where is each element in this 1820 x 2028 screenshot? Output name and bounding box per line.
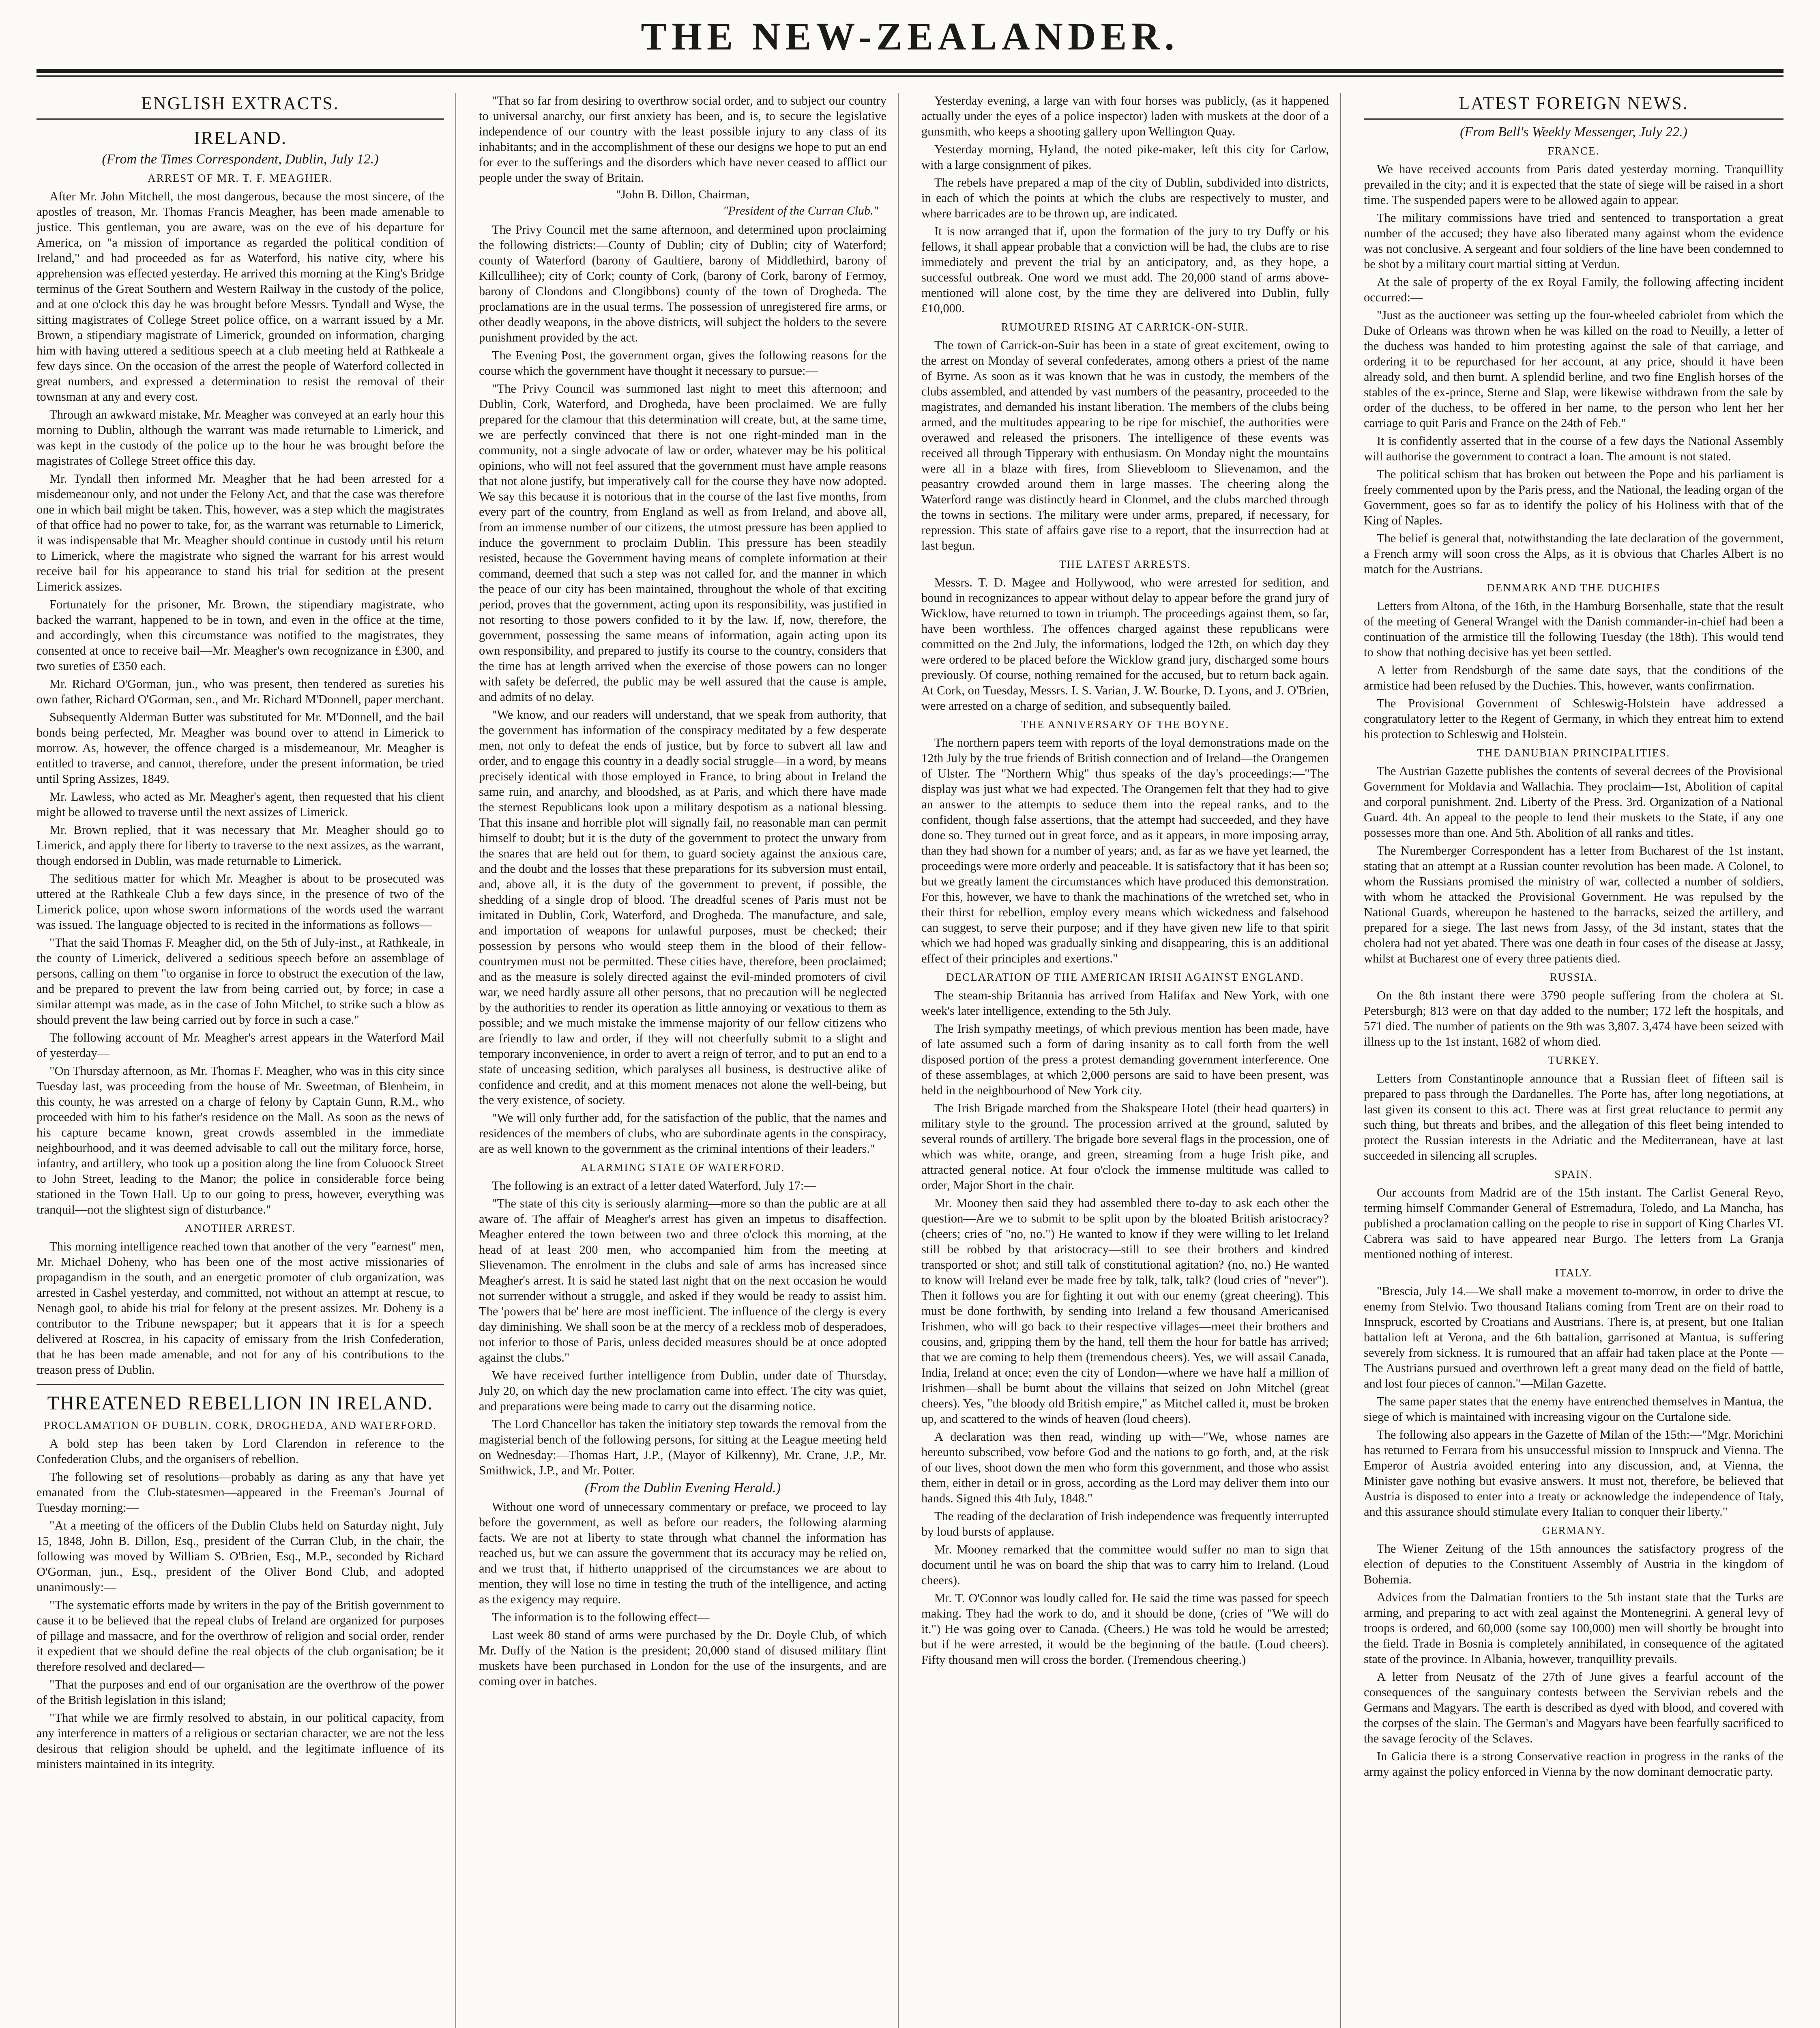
arrest-title: ARREST OF MR. T. F. MEAGHER.	[148, 172, 333, 184]
article-paragraph: A declaration was then read, winding up with—"We, whose names are hereunto subscribed, vow before God and the nations to go forth, and, at the risk of our lives, shoot down the men who form this government, and those who assist them, either in detail or in gross, according as the Lord may deliver them into our hands. Signed this 4th July, 1848."	[921, 1430, 1329, 1505]
article-paragraph: A bold step has been taken by Lord Clarendon in reference to the Confederation Clubs, and the organisers of rebellion.	[36, 1437, 444, 1466]
article-paragraph: Through an awkward mistake, Mr. Meagher was conveyed at an early hour this morning to Dublin, although the warrant was made returnable to Limerick, and was kept in the custody of the police up to the hour he was brought before the magistrates of College Street office this day.	[36, 408, 444, 468]
column-4	[1364, 93, 1784, 2028]
article-paragraph: Mr. Richard O'Gorman, jun., who was present, then tendered as sureties his own father, Richard O'Gorman, sen., and Mr. Richard M'Donnell, paper merchant.	[36, 677, 444, 706]
article-paragraph: "Just as the auctioneer was setting up the four-wheeled cabriolet from which the Duke of Orleans was thrown when he was killed on the road to Neuilly, a letter of the duchess was handed to him protesting against the sale of that carriage, and ordering it to be repurchased for her account, at any price, should it have been already sold, and then burnt. A splendid berline, and two fine English horses of the stables of the ex-prince, Sterne and Slap, were likewise withdrawn from the sale by order of the duchess, to be offered in her name, to the person who lent her her carriage to quit Paris and France on the 24th of Feb."	[1364, 308, 1784, 430]
germany-title: GERMANY.	[1542, 1524, 1605, 1536]
article-paragraph: In Galicia there is a strong Conservative reaction in progress in the ranks of the army against the policy enforced in Vienna by the now dominant democratic party.	[1364, 1749, 1784, 1779]
article-paragraph: The Wiener Zeitung of the 15th announces the satisfactory progress of the election of deputies to the Constituent Assembly of Austria in the kingdom of Bohemia.	[1364, 1542, 1784, 1586]
evening-herald-source: (From the Dublin Evening Herald.)	[584, 1480, 781, 1495]
article-paragraph: The information is to the following effect—	[492, 1610, 710, 1624]
article-paragraph: After Mr. John Mitchell, the most dangerous, because the most sincere, of the apostles of treason, Mr. Thomas Francis Meagher, has been made amenable to justice. This gentleman, you are aware, was on the eve of his departure for America, on "a mission of importance as regarded the political condition of Ireland," and had proceeded as far as Waterford, his native city, where his apprehension was effected yesterday. He arrived this morning at the King's Bridge terminus of the Great Southern and Western Railway in the custody of the police, and at one o'clock this day he was brought before Messrs. Tyndall and Wyse, the sitting magistrates of College Street police office, on a warrant issued by a Mr. Brown, a stipendiary magistrate of Limerick, grounded on information, charging him with having uttered a seditious speech at a club meeting held at Rathkeale a few days since. On the occasion of the arrest the people of Waterford collected in great numbers, and expressed a determination to resist the removal of their townsman at any and every cost.	[36, 189, 444, 404]
article-paragraph: "The Privy Council was summoned last night to meet this afternoon; and Dublin, Cork, Waterford, and Drogheda, have been proclaimed. We are fully prepared for the clamour that this determination will create, but, at the same time, we are perfectly convinced that there is not one right-minded man in the community, not a single advocate of law or order, whatever may be his political opinions, who will not feel assured that the government must have ample reasons that not alone justify, but imperatively call for the course they have now adopted. We say this because it is notorious that in the course of the last five months, from every part of the country, from England as well as from Ireland, and above all, from an immense number of our citizens, the utmost pressure has been applied to induce the government to proclaim Dublin. This pressure has been steadily resisted, because the Government having means of complete information at their command, deemed that such a step was not called for, and the manner in which the peace of our city has been maintained, throughout the whole of that exciting period, proves that the government, acting upon its responsibility, was justified in not resorting to those powers confided to it by the law. If, now, therefore, the government, possessing the same means of information, again acting upon its own responsibility, and prepared to justify its course to the country, considers that the time has at length arrived when the exercise of those powers can no longer with safety be deferred, the public may be well assured that the cause is ample, and admits of no delay.	[479, 382, 886, 704]
article-paragraph: Subsequently Alderman Butter was substituted for Mr. M'Donnell, and the bail bonds being perfected, Mr. Meagher was bound over to attend in Limerick to morrow. As, however, the offence charged is a misdemeanour, Mr. Meagher is entitled to traverse, and cannot, therefore, under the present information, be tried until Spring Assizes, 1849.	[36, 710, 444, 786]
ireland-source: (From the Times Correspondent, Dublin, July 12.)	[102, 152, 379, 167]
threatened-rebellion-title: THREATENED REBELLION IN IRELAND.	[47, 1392, 434, 1414]
foreign-news-source: (From Bell's Weekly Messenger, July 22.)	[1460, 125, 1687, 140]
article-paragraph: "At a meeting of the officers of the Dublin Clubs held on Saturday night, July 15, 1848, John B. Dillon, Esq., president of the Curran Club, in the chair, the following was moved by William S. O'Brien, Esq., M.P., seconded by Richard O'Gorman, jun., Esq., president of the Oliver Bond Club, and adopted unanimously:—	[36, 1519, 444, 1594]
article-paragraph: We have received accounts from Paris dated yesterday morning. Tranquillity prevailed in the city; and it is expected that the state of siege will be raised in a short time. The suspended papers were to be allowed again to appear.	[1364, 162, 1784, 207]
article-paragraph: It is confidently asserted that in the course of a few days the National Assembly will authorise the government to contract a loan. The amount is not stated.	[1364, 434, 1784, 463]
article-paragraph: "That the said Thomas F. Meagher did, on the 5th of July-inst., at Rathkeale, in the county of Limerick, delivered a seditious speech before an assemblage of persons, calling on them "to organise in force to obstruct the execution of the law, and be prepared to prevent the law from being carried out, by force; in case a similar attempt was made, as in the case of John Mitchel, to strike such a blow as should prevent the law being carried out by force in such a case."	[36, 936, 444, 1027]
another-arrest-article	[36, 1239, 444, 1377]
article-paragraph: The political schism that has broken out between the Pope and his parliament is freely commented upon by the Paris press, and the National, the leading organ of the Government, goes so far as to identify the policy of his Holiness with that of the King of Naples.	[1364, 467, 1784, 527]
danubian-article	[1364, 763, 1784, 966]
masthead-title: THE NEW-ZEALANDER.	[641, 15, 1179, 58]
article-paragraph: The Nuremberger Correspondent has a letter from Bucharest of the 1st instant, stating that an attempt at a Russian counter revolution has been made. A Colonel, to whom the Russians promised the ministry of war, collected a number of soldiers, with whom he attacked the Provisional Government. He was repulsed by the National Guards, whereupon he hastened to the barracks, seized the artillery, and prepared for a siege. The last news from Jassy, of the 3d instant, states that the cholera had not yet abated. There was one death in four cases of the disease at Jassy, whilst at Bucharest one of every three patients died.	[1364, 844, 1784, 965]
alarming-state-article	[479, 1178, 886, 1478]
denmark-title: DENMARK AND THE DUCHIES	[1487, 582, 1661, 594]
article-paragraph: Mr. T. O'Connor was loudly called for. He said the time was passed for speech making. They had the work to do, and it should be done, (cries of "We will do it.") He was going over to Canada. (Cheers.) He was told he would be arrested; but if he were arrested, it would be the beginning of the battle. (Loud cheers). Fifty thousand men will cross the border. (Tremendous cheering.)	[921, 1591, 1329, 1667]
turkey-title: TURKEY.	[1548, 1054, 1599, 1066]
threatened-article	[36, 1436, 444, 1772]
france-title: FRANCE.	[1547, 145, 1600, 157]
article-paragraph: Our accounts from Madrid are of the 15th instant. The Carlist General Reyo, terming himself Commander General of Estremadura, Toledo, and La Mancha, has published a proclamation calling on the people to rise in support of King Charles VI. Cabrera was said to have appeared near Burgo. The letters from La Granja mentioned nothing of interest.	[1364, 1186, 1784, 1261]
column-1	[36, 93, 456, 2028]
article-paragraph: A letter from Rendsburgh of the same date says, that the conditions of the armistice had been refused by the Duchies. This, however, wants confirmation.	[1364, 663, 1784, 692]
article-paragraph: "That while we are firmly resolved to abstain, in our political capacity, from any interference in matters of a religious or sectarian character, we are not the less desirous that religion should be upheld, and the legitimate influence of its ministers maintained in its integrity.	[36, 1711, 444, 1771]
article-paragraph: A letter from Neusatz of the 27th of June gives a fearful account of the consequences of the sanguinary contests between the Servivian rebels and the Germans and Magyars. The earth is described as dyed with blood, and covered with the corpses of the slain. The German's and Magyars have been fearfully sacrificed to the savage ferocity of the Sclaves.	[1364, 1670, 1784, 1745]
another-arrest-title: ANOTHER ARREST.	[185, 1222, 296, 1234]
article-paragraph: Advices from the Dalmatian frontiers to the 5th instant state that the Turks are arming, and preparing to act with zeal against the Montenegrini. A general levy of troops is ordered, and 60,000 (some say 100,000) men will shortly be brought into the field. Trade in Bosnia is completely annihilated, in consequence of the agitated state of the province. In Albania, however, tranquillity prevails.	[1364, 1590, 1784, 1666]
article-paragraph: The reading of the declaration of Irish independence was frequently interrupted by loud bursts of applause.	[921, 1509, 1329, 1538]
section-rule	[36, 1384, 444, 1385]
article-paragraph: At the sale of property of the ex Royal Family, the following affecting incident occurred:—	[1364, 275, 1784, 304]
article-paragraph: The Provisional Government of Schleswig-Holstein have addressed a congratulatory letter to the Regent of Germany, in which they entreat him to extend his protection to Schleswig and Holstein.	[1364, 696, 1784, 741]
article-paragraph: Messrs. T. D. Magee and Hollywood, who were arrested for sedition, and bound in recognizances to appear without delay to appear before the grand jury of Wicklow, have returned to town in triumph. The proceedings against them, so far, have been worthless. The offences charged against these republicans were committed on the 2nd July, the informations, lodged the 12th, on which day they were ordered to be placed before the Wicklow grand jury, discharged some hours previously. Of course, nothing remained for the accused, but to return back again. At Cork, on Tuesday, Messrs. I. S. Varian, J. W. Bourke, D. Lyons, and J. O'Brien, were arrested on a charge of sedition, and subsequently bailed.	[921, 576, 1329, 713]
article-paragraph: Mr. Mooney then said they had assembled there to-day to ask each other the question—Are we to submit to be split upon by the bloated British aristocracy? (cheers; cries of "no, no.") He wanted to know if they were willing to let Ireland still be robbed by that aristocracy—still to see their brothers and kindred transported or shot; and still talk of constitutional agitation? (no, no.) He wanted to know will Ireland ever be made free by talk, talk, talk? (loud cries of "never"). Then it follows you are for fighting it out with our enemy (great cheering). This must be done forthwith, by sending into Ireland a few thousand Americanised Irishmen, who will go back to their respective villages—meet their brothers and cousins, and, gripping them by the hand, tell them the hour for battle has arrived; that we are coming to help them (tremendous cheers). Yes, we will assail Canada, India, Ireland at once; even the city of London—where we have half a million of Irishmen—shall be burnt about the villains that seized on John Mitchel (great cheers). Yes, "the bloody old British empire," as Mitchel called it, must be broken up, and scattered to the winds of heaven (loud cheers).	[921, 1196, 1329, 1426]
alarming-state-title: ALARMING STATE OF WATERFORD.	[580, 1161, 785, 1173]
latest-arrests-article	[921, 575, 1329, 713]
evening-herald-article	[479, 1499, 886, 1689]
rumoured-rising-article	[921, 337, 1329, 553]
article-paragraph: Mr. Tyndall then informed Mr. Meagher that he had been arrested for a misdemeanour only, and not under the Felony Act, and that the case was therefore one in which bail might be taken. This, however, was a step which the magistrates of that office had no power to take, for, as the warrant was returnable to Limerick, it was indispensable that Mr. Meagher should continue in custody until his return to Limerick, where the magistrate who signed the warrant for his arrest would receive bail for his appearance to stand his trial for sedition at the present Limerick assizes.	[36, 472, 444, 593]
article-paragraph: Fortunately for the prisoner, Mr. Brown, the stipendiary magistrate, who backed the warrant, happened to be in town, and even in the office at the time, and accordingly, when this circumstance was notified to the magistrates, they consented at once to receive bail—Mr. Meagher's own recognizance in £300, and two sureties of £350 each.	[36, 597, 444, 673]
denmark-article	[1364, 598, 1784, 742]
masthead	[36, 8, 1784, 69]
article-paragraph: The Privy Council met the same afternoon, and determined upon proclaiming the following districts:—County of Dublin; city of Dublin; city of Waterford; county of Waterford (barony of Gaultiere, barony of Middlethird, barony of Killcullihee); city of Cork; county of Cork, (barony of Cork, barony of Fermoy, barony of Clondons and Clongibbons) county of the town of Drogheda. The proclamations are in the usual terms. The possession of unregistered fire arms, or other deadly weapons, in the above districts, will subject the holders to the severe punishment provided by the act.	[479, 223, 886, 344]
article-paragraph: Yesterday morning, Hyland, the noted pike-maker, left this city for Carlow, with a large consignment of pikes.	[921, 142, 1329, 172]
masthead-rule-thick	[36, 69, 1784, 73]
article-paragraph: "We will only further add, for the satisfaction of the public, that the names and residences of the members of clubs, who are subordinate agents in the conspiracy, are as well known to the government as the criminal intentions of their leaders."	[479, 1111, 886, 1156]
article-paragraph: We have received further intelligence from Dublin, under date of Thursday, July 20, on which day the new proclamation came into effect. The city was quiet, and preparations were being made to carry out the disarming notice.	[479, 1368, 886, 1413]
article-paragraph: This morning intelligence reached town that another of the very "earnest" men, Mr. Michael Doheny, who has been one of the most active missionaries of propagandism in the south, and an energetic promoter of club organization, was arrested in Cashel yesterday, and committed, not without an attempt at rescue, to Nenagh gaol, to abide his trial for felony at the present assizes. Mr. Doheny is a contributor to the Tribune newspaper; but it appears that it is for a speech delivered at Roscrea, in his capacity of emissary from the Irish Confederation, that he has been made amenable, and not for any of his contributions to the treason press of Dublin.	[36, 1240, 444, 1377]
article-paragraph: The military commissions have tried and sentenced to transportation a great number of the accused; they have also liberated many against whom the evidence was not conclusive. A sergeant and four soldiers of the line have been condemned to be shot by a military court martial sitting at Verdun.	[1364, 211, 1784, 271]
boyne-title: THE ANNIVERSARY OF THE BOYNE.	[1021, 718, 1230, 730]
boyne-article	[921, 735, 1329, 966]
article-paragraph: The Lord Chancellor has taken the initiatory step towards the removal from the magisterial bench of the following persons, for sitting at the League meeting held on Wednesday:—Thomas Hart, J.P., (Mayor of Kilkenny), Mr. Crane, J.P., Mr. Smithwick, J.P., and Mr. Potter.	[479, 1417, 886, 1477]
column-3	[921, 93, 1341, 2028]
resolutions-article	[479, 93, 886, 185]
article-paragraph: "We know, and our readers will understand, that we speak from authority, that the government has information of the conspiracy meditated by a few desperate men, not only to defeat the ends of justice, but by force to subvert all law and order, and to engage this country in a deadly social struggle—in a word, by means precisely identical with those employed in France, to bring about in Ireland the same ruin, and anarchy, and bloodshed, as at Paris, and which there have made the sternest Republicans look upon a military despotism as a national blessing. That this insane and horrible plot will signally fail, no reasonable man can permit himself to doubt; but it is the duty of the government to protect the unwary from the snares that are held out for them, to guard society against the anxious care, and the doubt and the losses that these preparations for its subversion must entail, and, above all, it is the duty of the government to prevent, if possible, the shedding of a single drop of blood. The dreadful scenes of Paris must not be imitated in Dublin, Cork, Waterford, and Drogheda. The manufacture, and sale, and importation of weapons for unlawful purposes, must be checked; their possession by persons who would steep them in the blood of their fellow-countrymen must not be permitted. These cities have, therefore, been proclaimed; and as the measure is solely directed against the evil-minded promoters of civil war, we need hardly assure all other persons, that no precaution will be neglected by the authorities to render its operation as little annoying or vexatious to them as possible; and we much mistake the immense majority of our fellow citizens who are friendly to law and order, if they will not cheerfully submit to a slight and temporary inconvenience, in order to avert a reign of terror, and to put an end to a state of unceasing sedition, which paralyses all business, is destructive alike of confidence and credit, and at this moment menaces not alone the well-being, but the very existence, of society.	[479, 708, 886, 1107]
germany-article	[1364, 1541, 1784, 1779]
declaration-article	[921, 988, 1329, 1667]
article-paragraph: "Brescia, July 14.—We shall make a movement to-morrow, in order to drive the enemy from Stelvio. Two thousand Italians coming from Trent are on their road to Innspruck, escorted by Croatians and Austrians. There is, at present, but one Italian battalion left at Verona, and the 6th battalion, garrisoned at Mantua, is suffering severely from sickness. It is rumoured that an affair had taken place at the Ponte — The Austrians pursued and overthrown left a great many dead on the field of battle, and lost four pieces of cannon."—Milan Gazette.	[1364, 1284, 1784, 1390]
article-paragraph: The following also appears in the Gazette of Milan of the 15th:—"Mgr. Morichini has returned to Ferrara from his unsuccessful mission to Innspruck and Vienna. The Emperor of Austria avoided entering into any discussion, and, at Vienna, the Minister gave nothing but evasive answers. It must not, therefore, be believed that Austria is disposed to enter into a treaty or acknowledge the independence of Italy, and this assurance should stimulate every Italian to conquer their liberty."	[1364, 1428, 1784, 1519]
arms-article	[921, 93, 1329, 316]
columns	[36, 93, 1784, 2028]
turkey-article	[1364, 1071, 1784, 1163]
article-paragraph: On the 8th instant there were 3790 people suffering from the cholera at St. Petersburgh; 813 were on that day added to the number; 172 left the hospitals, and 571 died. The number of patients on the 9th was 3,807. 3,474 have been seized with illness up to the 1st instant, 1682 of whom died.	[1364, 988, 1784, 1048]
masthead-rule-thin	[36, 75, 1784, 77]
article-paragraph: Letters from Altona, of the 16th, in the Hamburg Borsenhalle, state that the result of the meeting of General Wrangel with the Danish commander-in-chief had been a continuation of the armistice till the following Tuesday (the 18th). This would tend to show that nothing decisive has yet been settled.	[1364, 599, 1784, 659]
article-paragraph: The following set of resolutions—probably as daring as any that have yet emanated from the Club-statesmen—appeared in the Freeman's Journal of Tuesday morning:—	[36, 1470, 444, 1515]
column-2	[479, 93, 899, 2028]
article-paragraph: The Irish sympathy meetings, of which previous mention has been made, have of late assumed such a form of daring insanity as to call forth from the well disposed portion of the press a protest demanding government interference. One of these assemblages, at which 2,000 persons are said to have been present, was held in the neighbourhood of New York city.	[921, 1022, 1329, 1097]
article-paragraph: Mr. Brown replied, that it was necessary that Mr. Meagher should go to Limerick, and apply there for liberty to traverse to the next assizes, as the warrant, though endorsed in Dublin, was made returnable to Limerick.	[36, 823, 444, 868]
article-paragraph: It is now arranged that if, upon the formation of the jury to try Duffy or his fellows, it shall appear probable that a conviction will be had, the clubs are to rise immediately and prevent the trial by an anticipatory, and, as they hope, a successful outbreak. One word we must add. The 20,000 stand of arms above-mentioned will alone cost, by the time they are delivered into Dublin, fully £10,000.	[921, 224, 1329, 315]
article-paragraph: The Irish Brigade marched from the Shakspeare Hotel (their head quarters) in military style to the ground. The procession arrived at the ground, saluted by several rounds of artillery. The brigade bore several flags in the procession, one of which was white, orange, and green, streaming from a huge Irish pike, and attracted general notice. At four o'clock the immense multitude was called to order, Major Short in the chair.	[921, 1101, 1329, 1192]
article-paragraph: "The systematic efforts made by writers in the pay of the British government to cause it to be believed that the repeal clubs of Ireland are organized for purposes of pillage and massacre, and for the overthrow of religion and social order, render it expedient that we should define the real objects of the club organisation; be it therefore resolved and declared—	[36, 1598, 444, 1674]
article-paragraph: "On Thursday afternoon, as Mr. Thomas F. Meagher, who was in this city since Tuesday last, was proceeding from the house of Mr. Sweetman, of Blenheim, in this county, he was arrested on a charge of felony by Captain Gunn, R.M., who proceeded with him to his father's residence on the Mall. As soon as the news of his capture became known, great crowds assembled in the immediate neighbourhood, and it was deemed advisable to call out the military force, horse, infantry, and artillery, who took up a position along the line from Coluoock Street to John Street, leading to the Manor; the police in considerable force being stationed in the Town Hall. Up to our going to press, however, everything was tranquil—not the slightest sign of disturbance."	[36, 1064, 444, 1216]
article-paragraph: "The state of this city is seriously alarming—more so than the public are at all aware of. The affair of Meagher's arrest has given an impetus to disaffection. Meagher entered the town between two and three o'clock this morning, at the head of at least 200 men, who accompanied him from the meeting at Slievenamon. The enrolment in the clubs and sale of arms has increased since Meagher's arrest. It is said he stated last night that on the next occasion he would not surrender without a struggle, and asked if they would be ready to assist him. The 'powers that be' here are most inefficient. The influence of the clergy is every day diminishing. We shall soon be at the mercy of a reckless mob of desperadoes, not inferior to those of Paris, unless decided measures should be at once adopted against the clubs."	[479, 1197, 886, 1364]
english-extracts-box	[36, 93, 444, 120]
article-paragraph: Without one word of unnecessary commentary or preface, we proceed to lay before the government, as well as before our readers, the following alarming facts. We are not at liberty to state through what channel the information has reached us, but we can assure the government that its accuracy may be relied on, and we trust that, if hitherto unapprised of the circumstances we are about to mention, they will lose no time in testing the truth of the intelligence, and acting as the exigency may require.	[479, 1500, 886, 1606]
foreign-news-title: LATEST FOREIGN NEWS.	[1459, 93, 1689, 113]
spain-title: SPAIN.	[1554, 1168, 1593, 1180]
italy-title: ITALY.	[1555, 1267, 1592, 1279]
article-paragraph: The steam-ship Britannia has arrived from Halifax and New York, with one week's later intelligence, extending to the 5th July.	[921, 988, 1329, 1018]
article-paragraph: The Austrian Gazette publishes the contents of several decrees of the Provisional Government for Moldavia and Wallachia. They proclaim—1st, Abolition of capital and corporal punishment. 2nd. Liberty of the Press. 3rd. Organization of a National Guard. 4th. An appeal to the people to lend their muskets to the State, if any one possesses more than one. And 5th. Abolition of all ranks and titles.	[1364, 764, 1784, 840]
ireland-title: IRELAND.	[193, 127, 287, 148]
foreign-news-box	[1364, 93, 1784, 120]
article-paragraph: The town of Carrick-on-Suir has been in a state of great excitement, owing to the arrest on Monday of several confederates, among others a priest of the name of Byrne. As soon as it was known that he was in custody, the members of the clubs assembled, and attended by vast numbers of the peasantry, proceeded to the magistrates, and demanded his instant liberation. The members of the clubs being armed, and the multitudes appearing to be ripe for mischief, the authorities were overawed and released the prisoners. The intelligence of these events was received all through Tipperary with enthusiasm. On Monday night the mountains were all in a blaze with fires, from Slievebloom to Slievenamon, and the peasantry crowded around them in large masses. The cheering along the Waterford range was distinctly heard in Clonmel, and the clubs marched through the towns in sections. The military were under arms, prepared, if necessary, for repression. This state of affairs gave rise to a report, that the insurrection had at last begun.	[921, 338, 1329, 552]
arrest-article	[36, 189, 444, 1217]
article-paragraph: Last week 80 stand of arms were purchased by the Dr. Doyle Club, of which Mr. Duffy of the Nation is the president; 20,000 stand of disused military flint muskets have been purchased in London for the use of the insurgents, and are coming over in batches.	[479, 1628, 886, 1688]
declaration-title: DECLARATION OF THE AMERICAN IRISH AGAINST ENGLAND.	[946, 971, 1304, 983]
danubian-title: THE DANUBIAN PRINCIPALITIES.	[1477, 747, 1670, 759]
russia-article	[1364, 988, 1784, 1049]
article-paragraph: Mr. Lawless, who acted as Mr. Meagher's agent, then requested that his client might be allowed to traverse until the next assizes of Limerick.	[36, 790, 444, 819]
privy-council-article	[479, 222, 886, 1156]
italy-article	[1364, 1283, 1784, 1519]
article-paragraph: "That so far from desiring to overthrow social order, and to subject our country to universal anarchy, our first anxiety has been, and is, to secure the legislative independence of our country with the least possible injury to any class of its inhabitants; and in the accomplishment of these our designs we hope to put an end for ever to the sufferings and the disorders which have never ceased to afflict our people under the sway of Britain.	[479, 94, 886, 185]
article-paragraph: Letters from Constantinople announce that a Russian fleet of fifteen sail is prepared to pass through the Dardanelles. The Porte has, after long negotiations, at last given its consent to this act. There was at first great reluctance to permit any such thing, but threats and bribes, and the allegation of this fleet being intended to protect the Russian interests in the Adriatic and the Mediterranean, have at last succeeded in silencing all scruples.	[1364, 1072, 1784, 1162]
proclamation-title: PROCLAMATION OF DUBLIN, CORK, DROGHEDA, AND WATERFORD.	[44, 1419, 437, 1431]
signature-title: "President of the Curran Club."	[723, 204, 878, 217]
article-paragraph: The following account of Mr. Meagher's arrest appears in the Waterford Mail of yesterday—	[36, 1031, 444, 1060]
article-paragraph: The following is an extract of a letter dated Waterford, July 17:—	[492, 1179, 816, 1192]
article-paragraph: "That the purposes and end of our organisation are the overthrow of the power of the British legislation in this island;	[36, 1678, 444, 1707]
article-paragraph: Mr. Mooney remarked that the committee would suffer no man to sign that document until he was on board the ship that was to carry him to Ireland. (Loud cheers).	[921, 1542, 1329, 1587]
article-paragraph: Yesterday evening, a large van with four horses was publicly, (as it happened actually under the eyes of a police inspector) laden with muskets at the door of a gunsmith, who keeps a shooting gallery upon Wellington Quay.	[921, 94, 1329, 138]
article-paragraph: The northern papers teem with reports of the loyal demonstrations made on the 12th July by the true friends of British connection and of Ireland—the Orangemen of Ulster. The "Northern Whig" thus speaks of the day's proceedings:—"The display was just what we had expected. The Orangemen felt that they had to give an answer to the attempts to seduce them into the repeal ranks, and to the confident, though false assertions, that the attempt had succeeded, and they have done so. They turned out in great force, and as it appears, in more imposing array, than they had shown for a number of years; and, as far as we have yet learned, the proceedings were more orderly and peaceable. It is satisfactory that it has been so; but we greatly lament the circumstances which have produced this demonstration. For this, however, we have to thank the machinations of the wretched set, who in their thirst for rebellion, employ every means which wickedness and falsehood can suggest, to serve their purpose; and if they have given new life to that spirit which we had hoped was gradually sinking and disappearing, this is an additional effect of their principles and exertions."	[921, 736, 1329, 965]
france-article	[1364, 161, 1784, 577]
article-paragraph: The same paper states that the enemy have entrenched themselves in Mantua, the siege of which is maintained with increasing vigour on the Curtalone side.	[1364, 1394, 1784, 1424]
rumoured-rising-title: RUMOURED RISING AT CARRICK-ON-SUIR.	[1001, 321, 1249, 333]
article-paragraph: The Evening Post, the government organ, gives the following reasons for the course which the government have thought it necessary to pursue:—	[479, 348, 886, 378]
signature-name: "John B. Dillon, Chairman,	[616, 188, 749, 201]
spain-article	[1364, 1185, 1784, 1262]
latest-arrests-title: THE LATEST ARRESTS.	[1059, 558, 1191, 570]
russia-title: RUSSIA.	[1550, 971, 1597, 983]
section-title-english-extracts: ENGLISH EXTRACTS.	[141, 93, 339, 113]
article-paragraph: The belief is general that, notwithstanding the late declaration of the government, a French army will soon cross the Alps, as it is obvious that Charles Albert is no match for the Austrians.	[1364, 531, 1784, 576]
article-paragraph: The seditious matter for which Mr. Meagher is about to be prosecuted was uttered at the Rathkeale Club a few days since, in the presence of two of the Limerick police, upon whose sworn informations of the words used the warrant was issued. The language objected to is recited in the informations as follows—	[36, 872, 444, 932]
article-paragraph: The rebels have prepared a map of the city of Dublin, subdivided into districts, in each of which the points at which the clubs are respectively to muster, and where barricades are to be thrown up, are indicated.	[921, 176, 1329, 220]
